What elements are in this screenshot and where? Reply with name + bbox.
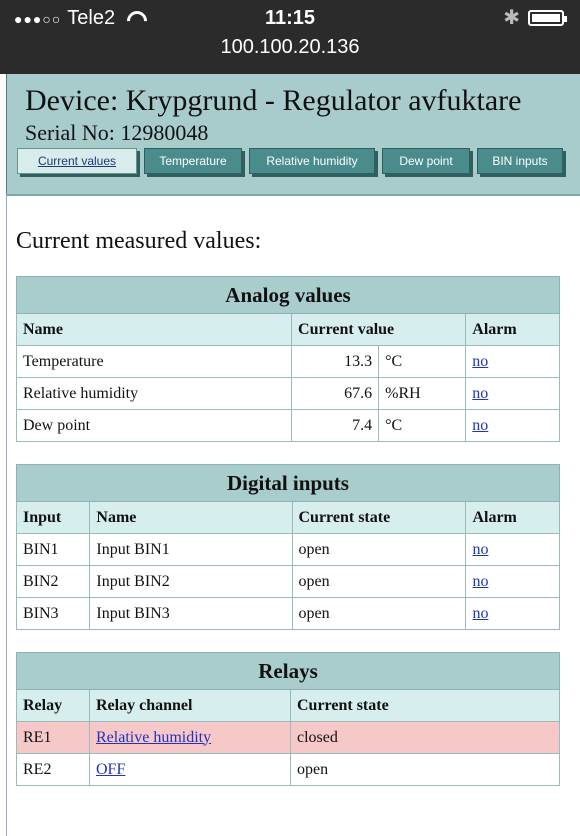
sensor-value: 13.3 xyxy=(292,346,379,378)
table-row xyxy=(17,534,560,566)
column-header: Current value xyxy=(292,314,466,346)
table-row xyxy=(17,722,560,754)
column-header: Current state xyxy=(291,690,560,722)
relay-id: RE2 xyxy=(17,754,90,786)
sensor-unit: °C xyxy=(379,410,466,442)
table-caption: Digital inputs xyxy=(17,465,560,502)
battery-icon xyxy=(528,10,564,26)
input-name: Input BIN1 xyxy=(90,534,292,566)
analog-values-table xyxy=(16,276,560,442)
carrier-name: Tele2 xyxy=(67,7,116,29)
alarm-link[interactable]: no xyxy=(472,384,489,402)
input-id: BIN3 xyxy=(17,598,90,630)
column-header: Current state xyxy=(292,502,466,534)
column-header: Input xyxy=(17,502,90,534)
input-id: BIN1 xyxy=(17,534,90,566)
sensor-unit: °C xyxy=(379,346,466,378)
signal-strength-icon: ●●●○○ xyxy=(14,10,62,27)
input-state: open xyxy=(292,566,466,598)
column-header: Relay xyxy=(17,690,90,722)
input-state: open xyxy=(292,598,466,630)
input-name: Input BIN2 xyxy=(90,566,292,598)
alarm-link[interactable]: no xyxy=(472,352,489,370)
relay-id: RE1 xyxy=(17,722,90,754)
page-title: Device: Krypgrund - Regulator avfuktare xyxy=(25,84,522,117)
table-row xyxy=(17,598,560,630)
content-border xyxy=(6,196,7,836)
input-state: open xyxy=(292,534,466,566)
table-row xyxy=(17,346,560,378)
device-header xyxy=(6,74,580,194)
table-caption: Analog values xyxy=(17,277,560,314)
relay-state: open xyxy=(291,754,560,786)
column-header: Name xyxy=(90,502,292,534)
sensor-name: Temperature xyxy=(17,346,292,378)
tab-current-values[interactable]: Current values xyxy=(17,148,137,174)
table-row xyxy=(17,378,560,410)
section-title: Current measured values: xyxy=(16,228,262,254)
column-header: Alarm xyxy=(466,502,560,534)
web-page xyxy=(0,74,580,822)
relay-channel-link[interactable]: OFF xyxy=(96,760,126,778)
column-header: Alarm xyxy=(466,314,560,346)
table-row xyxy=(17,410,560,442)
tab-bar xyxy=(17,148,580,178)
serial-number: Serial No: 12980048 xyxy=(25,120,209,145)
tab-relative-humidity[interactable]: Relative humidity xyxy=(249,148,375,174)
tab-bin-inputs[interactable]: BIN inputs xyxy=(477,148,563,174)
column-header: Name xyxy=(17,314,292,346)
relays-table xyxy=(16,652,560,786)
header-divider xyxy=(6,194,580,196)
alarm-link[interactable]: no xyxy=(472,540,489,558)
tab-temperature[interactable]: Temperature xyxy=(144,148,242,174)
relay-channel-link[interactable]: Relative humidity xyxy=(96,728,212,746)
relay-state: closed xyxy=(291,722,560,754)
tab-dew-point[interactable]: Dew point xyxy=(382,148,470,174)
input-name: Input BIN3 xyxy=(90,598,292,630)
table-row xyxy=(17,566,560,598)
address-bar[interactable]: 100.100.20.136 xyxy=(220,36,360,58)
digital-inputs-table xyxy=(16,464,560,630)
bluetooth-icon: ✱ xyxy=(503,7,520,29)
table-caption: Relays xyxy=(17,653,560,690)
clock: 11:15 xyxy=(264,7,316,29)
alarm-link[interactable]: no xyxy=(472,604,489,622)
alarm-link[interactable]: no xyxy=(472,416,489,434)
sensor-name: Dew point xyxy=(17,410,292,442)
column-header: Relay channel xyxy=(90,690,291,722)
input-id: BIN2 xyxy=(17,566,90,598)
browser-status-bar xyxy=(0,0,580,74)
alarm-link[interactable]: no xyxy=(472,572,489,590)
sensor-unit: %RH xyxy=(379,378,466,410)
sensor-name: Relative humidity xyxy=(17,378,292,410)
table-row xyxy=(17,754,560,786)
sensor-value: 67.6 xyxy=(292,378,379,410)
sensor-value: 7.4 xyxy=(292,410,379,442)
